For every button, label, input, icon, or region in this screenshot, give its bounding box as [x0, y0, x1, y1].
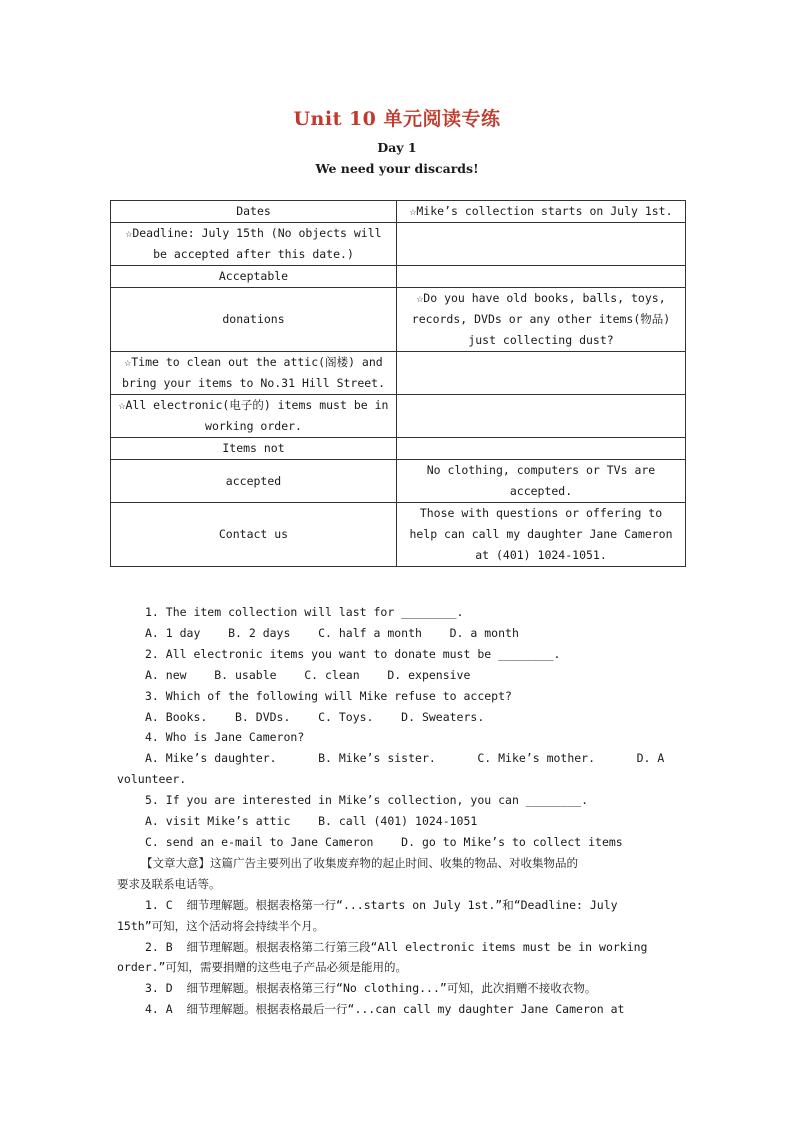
question-5: 5. If you are interested in Mike’s collection, you can ________.	[145, 793, 589, 808]
question-3-options: A. Books. B. DVDs. C. Toys. D. Sweaters.	[145, 709, 485, 724]
question-5-options: A. visit Mike’s attic B. call (401) 1024-1051	[145, 814, 478, 829]
question-3: 3. Which of the following will Mike refuse to accept?	[145, 688, 512, 703]
notice-table	[110, 200, 686, 567]
question-4: 4. Who is Jane Cameron?	[145, 730, 305, 745]
table-row	[111, 266, 686, 288]
table-cell: ☆Deadline: July 15th (No objects will be accepted after this date.)	[111, 223, 397, 266]
table-cell: Contact us	[111, 503, 397, 567]
table-cell	[397, 438, 686, 460]
table-cell	[397, 266, 686, 288]
table-cell: No clothing, computers or TVs are accepted.	[397, 460, 686, 503]
table-cell	[397, 223, 686, 266]
table-row	[111, 352, 686, 395]
table-cell	[397, 352, 686, 395]
question-2-options: A. new B. usable C. clean D. expensive	[145, 667, 471, 682]
summary-heading: 【文章大意】这篇广告主要列出了收集废弃物的起止时间、收集的物品、对收集物品的	[141, 855, 578, 870]
table-cell: ☆Do you have old books, balls, toys, records, DVDs or any other items(物品) just collecting dust?	[397, 288, 686, 352]
questions-section	[117, 602, 679, 1020]
answer-2: 2. B 细节理解题。根据表格第二行第三段“All electronic items must be in working	[145, 939, 648, 954]
table-row	[111, 223, 686, 266]
table-row	[111, 460, 686, 503]
question-5-options: C. send an e-mail to Jane Cameron D. go to Mike’s to collect items	[145, 834, 623, 849]
question-1-options: A. 1 day B. 2 days C. half a month D. a month	[145, 625, 519, 640]
question-4-options-cont: volunteer.	[117, 772, 187, 787]
summary-text: 要求及联系电话等。	[117, 876, 221, 891]
table-cell: ☆Mike’s collection starts on July 1st.	[397, 201, 686, 223]
table-row	[111, 288, 686, 352]
answer-1: 1. C 细节理解题。根据表格第一行“...starts on July 1st.”和“Deadline: July	[145, 897, 618, 912]
table-row	[111, 395, 686, 438]
table-cell: Those with questions or offering to help can call my daughter Jane Cameron at (401) 1024-1051.	[397, 503, 686, 567]
page-title: Unit 10 单元阅读专练	[293, 108, 501, 130]
table-cell: Acceptable	[111, 266, 397, 288]
table-row	[111, 503, 686, 567]
table-cell: Items not	[111, 438, 397, 460]
question-1: 1. The item collection will last for ________.	[145, 605, 464, 619]
answer-4: 4. A 细节理解题。根据表格最后一行“...can call my daughter Jane Cameron at	[145, 1002, 625, 1017]
answer-1-cont: 15th”可知，这个活动将会持续半个月。	[117, 918, 325, 933]
day-label: Day 1	[377, 140, 417, 155]
table-cell: Dates	[111, 201, 397, 223]
table-cell: ☆Time to clean out the attic(阁楼) and bring your items to No.31 Hill Street.	[111, 352, 397, 395]
question-2: 2. All electronic items you want to donate must be ________.	[145, 646, 561, 661]
table-cell: accepted	[111, 460, 397, 503]
table-row	[111, 201, 686, 223]
answer-2-cont: order.”可知，需要捐赠的这些电子产品必须是能用的。	[117, 960, 407, 975]
answer-3: 3. D 细节理解题。根据表格第三行“No clothing...”可知，此次捐赠不接收衣物。	[145, 981, 597, 996]
table-cell	[397, 395, 686, 438]
question-4-options: A. Mike’s daughter. B. Mike’s sister. C. Mike’s mother. D. A	[145, 751, 665, 766]
passage-title: We need your discards!	[315, 161, 479, 176]
table-cell: ☆All electronic(电子的) items must be in working order.	[111, 395, 397, 438]
table-cell: donations	[111, 288, 397, 352]
table-row	[111, 438, 686, 460]
